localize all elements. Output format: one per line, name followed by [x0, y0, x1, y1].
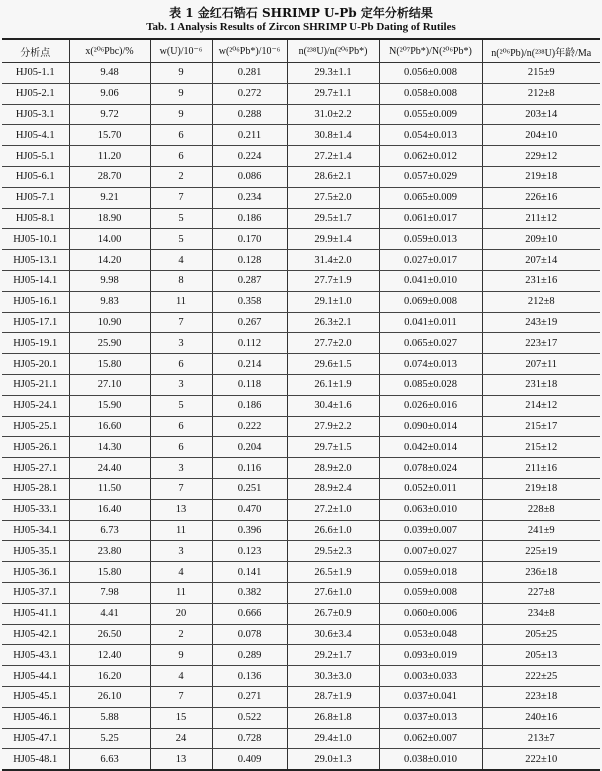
cell-u238-pb206-ratio: 29.9±1.4	[287, 229, 379, 250]
cell-analysis-point: HJ05-42.1	[2, 624, 69, 645]
cell-age: 222±25	[482, 666, 600, 687]
cell-radiogenic-pb206: 0.123	[212, 541, 287, 562]
cell-pb207-pb206-ratio: 0.069±0.008	[379, 291, 482, 312]
cell-u238-pb206-ratio: 29.5±1.7	[287, 208, 379, 229]
cell-analysis-point: HJ05-44.1	[2, 666, 69, 687]
cell-pb207-pb206-ratio: 0.039±0.007	[379, 520, 482, 541]
cell-pb207-pb206-ratio: 0.041±0.010	[379, 270, 482, 291]
cell-analysis-point: HJ05-24.1	[2, 395, 69, 416]
cell-uranium: 15	[150, 707, 212, 728]
cell-u238-pb206-ratio: 29.7±1.5	[287, 437, 379, 458]
cell-common-pb: 14.20	[69, 250, 150, 271]
cell-pb207-pb206-ratio: 0.037±0.013	[379, 707, 482, 728]
header-uranium: w(U)/10⁻⁶	[150, 39, 212, 63]
cell-pb207-pb206-ratio: 0.059±0.018	[379, 562, 482, 583]
cell-u238-pb206-ratio: 26.8±1.8	[287, 707, 379, 728]
cell-u238-pb206-ratio: 31.4±2.0	[287, 250, 379, 271]
cell-radiogenic-pb206: 0.251	[212, 478, 287, 499]
cell-u238-pb206-ratio: 27.2±1.4	[287, 146, 379, 167]
cell-u238-pb206-ratio: 27.9±2.2	[287, 416, 379, 437]
table-row	[2, 686, 600, 707]
cell-radiogenic-pb206: 0.118	[212, 374, 287, 395]
cell-u238-pb206-ratio: 27.7±2.0	[287, 333, 379, 354]
cell-u238-pb206-ratio: 28.7±1.9	[287, 686, 379, 707]
cell-u238-pb206-ratio: 29.7±1.1	[287, 83, 379, 104]
cell-u238-pb206-ratio: 31.0±2.2	[287, 104, 379, 125]
cell-pb207-pb206-ratio: 0.059±0.008	[379, 582, 482, 603]
cell-uranium: 9	[150, 104, 212, 125]
cell-radiogenic-pb206: 0.078	[212, 624, 287, 645]
cell-uranium: 6	[150, 146, 212, 167]
cell-common-pb: 16.20	[69, 666, 150, 687]
cell-uranium: 7	[150, 312, 212, 333]
cell-u238-pb206-ratio: 29.6±1.5	[287, 354, 379, 375]
header-radiogenic-pb206: w(²⁰⁶Pb*)/10⁻⁶	[212, 39, 287, 63]
cell-age: 227±8	[482, 582, 600, 603]
header-age: n(²⁰⁶Pb)/n(²³⁸U)年龄/Ma	[482, 39, 600, 63]
cell-u238-pb206-ratio: 30.8±1.4	[287, 125, 379, 146]
cell-uranium: 11	[150, 582, 212, 603]
header-pb207-pb206-ratio: N(²⁰⁷Pb*)/N(²⁰⁶Pb*)	[379, 39, 482, 63]
cell-pb207-pb206-ratio: 0.053±0.048	[379, 624, 482, 645]
cell-pb207-pb206-ratio: 0.062±0.012	[379, 146, 482, 167]
cell-age: 219±18	[482, 478, 600, 499]
cell-uranium: 13	[150, 499, 212, 520]
cell-analysis-point: HJ05-4.1	[2, 125, 69, 146]
cell-age: 236±18	[482, 562, 600, 583]
cell-u238-pb206-ratio: 26.7±0.9	[287, 603, 379, 624]
cell-uranium: 3	[150, 458, 212, 479]
cell-radiogenic-pb206: 0.728	[212, 728, 287, 749]
cell-radiogenic-pb206: 0.358	[212, 291, 287, 312]
cell-uranium: 9	[150, 645, 212, 666]
cell-analysis-point: HJ05-43.1	[2, 645, 69, 666]
cell-u238-pb206-ratio: 28.6±2.1	[287, 166, 379, 187]
cell-age: 212±8	[482, 291, 600, 312]
header-analysis-point: 分析点	[2, 39, 69, 63]
cell-analysis-point: HJ05-27.1	[2, 458, 69, 479]
cell-analysis-point: HJ05-3.1	[2, 104, 69, 125]
cell-common-pb: 15.90	[69, 395, 150, 416]
cell-common-pb: 5.25	[69, 728, 150, 749]
cell-uranium: 6	[150, 437, 212, 458]
cell-uranium: 11	[150, 520, 212, 541]
cell-radiogenic-pb206: 0.222	[212, 416, 287, 437]
cell-pb207-pb206-ratio: 0.093±0.019	[379, 645, 482, 666]
cell-age: 205±13	[482, 645, 600, 666]
cell-radiogenic-pb206: 0.211	[212, 125, 287, 146]
cell-pb207-pb206-ratio: 0.062±0.007	[379, 728, 482, 749]
cell-pb207-pb206-ratio: 0.061±0.017	[379, 208, 482, 229]
cell-analysis-point: HJ05-36.1	[2, 562, 69, 583]
cell-common-pb: 9.98	[69, 270, 150, 291]
cell-radiogenic-pb206: 0.666	[212, 603, 287, 624]
cell-radiogenic-pb206: 0.289	[212, 645, 287, 666]
cell-analysis-point: HJ05-1.1	[2, 63, 69, 84]
cell-common-pb: 26.10	[69, 686, 150, 707]
cell-age: 207±14	[482, 250, 600, 271]
cell-pb207-pb206-ratio: 0.090±0.014	[379, 416, 482, 437]
cell-common-pb: 16.40	[69, 499, 150, 520]
cell-radiogenic-pb206: 0.186	[212, 208, 287, 229]
cell-analysis-point: HJ05-2.1	[2, 83, 69, 104]
table-title-english: Tab. 1 Analysis Results of Zircon SHRIMP U-Pb Dating of Rutiles	[146, 21, 456, 33]
table-row	[2, 125, 600, 146]
cell-uranium: 5	[150, 229, 212, 250]
cell-uranium: 5	[150, 395, 212, 416]
table-row	[2, 728, 600, 749]
cell-common-pb: 9.48	[69, 63, 150, 84]
cell-pb207-pb206-ratio: 0.065±0.009	[379, 187, 482, 208]
table-row	[2, 416, 600, 437]
cell-u238-pb206-ratio: 26.5±1.9	[287, 562, 379, 583]
cell-age: 211±16	[482, 458, 600, 479]
cell-pb207-pb206-ratio: 0.003±0.033	[379, 666, 482, 687]
cell-u238-pb206-ratio: 27.7±1.9	[287, 270, 379, 291]
cell-radiogenic-pb206: 0.470	[212, 499, 287, 520]
cell-age: 229±12	[482, 146, 600, 167]
cell-analysis-point: HJ05-28.1	[2, 478, 69, 499]
cell-age: 211±12	[482, 208, 600, 229]
cell-pb207-pb206-ratio: 0.041±0.011	[379, 312, 482, 333]
cell-analysis-point: HJ05-17.1	[2, 312, 69, 333]
cell-age: 241±9	[482, 520, 600, 541]
cell-radiogenic-pb206: 0.409	[212, 749, 287, 770]
cell-age: 225±19	[482, 541, 600, 562]
cell-analysis-point: HJ05-47.1	[2, 728, 69, 749]
cell-pb207-pb206-ratio: 0.054±0.013	[379, 125, 482, 146]
cell-pb207-pb206-ratio: 0.056±0.008	[379, 63, 482, 84]
cell-common-pb: 9.06	[69, 83, 150, 104]
cell-radiogenic-pb206: 0.234	[212, 187, 287, 208]
cell-analysis-point: HJ05-14.1	[2, 270, 69, 291]
cell-radiogenic-pb206: 0.287	[212, 270, 287, 291]
cell-uranium: 24	[150, 728, 212, 749]
cell-pb207-pb206-ratio: 0.063±0.010	[379, 499, 482, 520]
table-row	[2, 63, 600, 84]
cell-uranium: 3	[150, 333, 212, 354]
header-common-pb: x(²⁰⁶Pbc)/%	[69, 39, 150, 63]
cell-radiogenic-pb206: 0.281	[212, 63, 287, 84]
cell-analysis-point: HJ05-13.1	[2, 250, 69, 271]
table-row	[2, 541, 600, 562]
cell-age: 231±18	[482, 374, 600, 395]
cell-common-pb: 27.10	[69, 374, 150, 395]
cell-uranium: 2	[150, 166, 212, 187]
cell-analysis-point: HJ05-33.1	[2, 499, 69, 520]
cell-uranium: 3	[150, 541, 212, 562]
cell-age: 215±17	[482, 416, 600, 437]
cell-radiogenic-pb206: 0.382	[212, 582, 287, 603]
cell-common-pb: 6.63	[69, 749, 150, 770]
cell-pb207-pb206-ratio: 0.042±0.014	[379, 437, 482, 458]
cell-uranium: 9	[150, 63, 212, 84]
cell-radiogenic-pb206: 0.267	[212, 312, 287, 333]
cell-pb207-pb206-ratio: 0.065±0.027	[379, 333, 482, 354]
cell-u238-pb206-ratio: 26.3±2.1	[287, 312, 379, 333]
table-row	[2, 187, 600, 208]
cell-u238-pb206-ratio: 30.3±3.0	[287, 666, 379, 687]
cell-uranium: 7	[150, 686, 212, 707]
cell-pb207-pb206-ratio: 0.038±0.010	[379, 749, 482, 770]
table-row	[2, 458, 600, 479]
cell-analysis-point: HJ05-21.1	[2, 374, 69, 395]
cell-radiogenic-pb206: 0.116	[212, 458, 287, 479]
cell-age: 222±10	[482, 749, 600, 770]
cell-analysis-point: HJ05-7.1	[2, 187, 69, 208]
table-row	[2, 562, 600, 583]
cell-age: 204±10	[482, 125, 600, 146]
cell-uranium: 7	[150, 187, 212, 208]
cell-common-pb: 28.70	[69, 166, 150, 187]
cell-age: 231±16	[482, 270, 600, 291]
cell-uranium: 6	[150, 354, 212, 375]
cell-u238-pb206-ratio: 29.2±1.7	[287, 645, 379, 666]
cell-radiogenic-pb206: 0.271	[212, 686, 287, 707]
cell-common-pb: 24.40	[69, 458, 150, 479]
table-row	[2, 291, 600, 312]
cell-age: 205±25	[482, 624, 600, 645]
cell-pb207-pb206-ratio: 0.037±0.041	[379, 686, 482, 707]
cell-common-pb: 11.20	[69, 146, 150, 167]
cell-pb207-pb206-ratio: 0.058±0.008	[379, 83, 482, 104]
cell-u238-pb206-ratio: 29.4±1.0	[287, 728, 379, 749]
cell-analysis-point: HJ05-5.1	[2, 146, 69, 167]
table-row	[2, 645, 600, 666]
cell-uranium: 9	[150, 83, 212, 104]
table-header-row	[2, 39, 600, 63]
cell-u238-pb206-ratio: 27.6±1.0	[287, 582, 379, 603]
cell-pb207-pb206-ratio: 0.055±0.009	[379, 104, 482, 125]
cell-age: 203±14	[482, 104, 600, 125]
cell-analysis-point: HJ05-48.1	[2, 749, 69, 770]
cell-age: 223±17	[482, 333, 600, 354]
cell-common-pb: 15.80	[69, 562, 150, 583]
cell-common-pb: 6.73	[69, 520, 150, 541]
table-row	[2, 666, 600, 687]
cell-age: 240±16	[482, 707, 600, 728]
cell-radiogenic-pb206: 0.170	[212, 229, 287, 250]
cell-common-pb: 14.00	[69, 229, 150, 250]
cell-analysis-point: HJ05-41.1	[2, 603, 69, 624]
cell-uranium: 11	[150, 291, 212, 312]
cell-analysis-point: HJ05-45.1	[2, 686, 69, 707]
table-row	[2, 229, 600, 250]
table-row	[2, 208, 600, 229]
cell-uranium: 4	[150, 562, 212, 583]
cell-radiogenic-pb206: 0.214	[212, 354, 287, 375]
cell-radiogenic-pb206: 0.396	[212, 520, 287, 541]
cell-radiogenic-pb206: 0.204	[212, 437, 287, 458]
cell-age: 234±8	[482, 603, 600, 624]
cell-common-pb: 9.83	[69, 291, 150, 312]
table-row	[2, 333, 600, 354]
cell-u238-pb206-ratio: 29.1±1.0	[287, 291, 379, 312]
cell-u238-pb206-ratio: 29.0±1.3	[287, 749, 379, 770]
cell-pb207-pb206-ratio: 0.060±0.006	[379, 603, 482, 624]
cell-common-pb: 18.90	[69, 208, 150, 229]
table-row	[2, 83, 600, 104]
cell-uranium: 13	[150, 749, 212, 770]
cell-common-pb: 10.90	[69, 312, 150, 333]
cell-radiogenic-pb206: 0.141	[212, 562, 287, 583]
cell-pb207-pb206-ratio: 0.007±0.027	[379, 541, 482, 562]
cell-radiogenic-pb206: 0.128	[212, 250, 287, 271]
cell-radiogenic-pb206: 0.522	[212, 707, 287, 728]
cell-uranium: 2	[150, 624, 212, 645]
table-row	[2, 437, 600, 458]
cell-analysis-point: HJ05-35.1	[2, 541, 69, 562]
cell-age: 228±8	[482, 499, 600, 520]
cell-age: 226±16	[482, 187, 600, 208]
cell-age: 223±18	[482, 686, 600, 707]
cell-common-pb: 25.90	[69, 333, 150, 354]
cell-age: 212±8	[482, 83, 600, 104]
cell-common-pb: 5.88	[69, 707, 150, 728]
table-row	[2, 499, 600, 520]
table-row	[2, 354, 600, 375]
cell-age: 213±7	[482, 728, 600, 749]
cell-analysis-point: HJ05-25.1	[2, 416, 69, 437]
cell-analysis-point: HJ05-46.1	[2, 707, 69, 728]
cell-common-pb: 9.21	[69, 187, 150, 208]
cell-pb207-pb206-ratio: 0.078±0.024	[379, 458, 482, 479]
header-u238-pb206-ratio: n(²³⁸U)/n(²⁰⁶Pb*)	[287, 39, 379, 63]
cell-common-pb: 15.80	[69, 354, 150, 375]
cell-common-pb: 11.50	[69, 478, 150, 499]
table-row	[2, 707, 600, 728]
cell-radiogenic-pb206: 0.136	[212, 666, 287, 687]
cell-radiogenic-pb206: 0.224	[212, 146, 287, 167]
table-row	[2, 520, 600, 541]
cell-pb207-pb206-ratio: 0.027±0.017	[379, 250, 482, 271]
table-row	[2, 146, 600, 167]
table-row	[2, 603, 600, 624]
table-row	[2, 312, 600, 333]
cell-uranium: 6	[150, 416, 212, 437]
cell-uranium: 6	[150, 125, 212, 146]
cell-uranium: 4	[150, 250, 212, 271]
cell-pb207-pb206-ratio: 0.026±0.016	[379, 395, 482, 416]
cell-uranium: 3	[150, 374, 212, 395]
cell-common-pb: 9.72	[69, 104, 150, 125]
cell-u238-pb206-ratio: 27.2±1.0	[287, 499, 379, 520]
cell-common-pb: 16.60	[69, 416, 150, 437]
cell-pb207-pb206-ratio: 0.074±0.013	[379, 354, 482, 375]
cell-pb207-pb206-ratio: 0.057±0.029	[379, 166, 482, 187]
cell-radiogenic-pb206: 0.186	[212, 395, 287, 416]
cell-analysis-point: HJ05-8.1	[2, 208, 69, 229]
cell-common-pb: 23.80	[69, 541, 150, 562]
table-row	[2, 104, 600, 125]
cell-analysis-point: HJ05-34.1	[2, 520, 69, 541]
cell-u238-pb206-ratio: 28.9±2.0	[287, 458, 379, 479]
cell-radiogenic-pb206: 0.112	[212, 333, 287, 354]
cell-uranium: 8	[150, 270, 212, 291]
table-row	[2, 582, 600, 603]
cell-common-pb: 7.98	[69, 582, 150, 603]
cell-age: 214±12	[482, 395, 600, 416]
cell-pb207-pb206-ratio: 0.052±0.011	[379, 478, 482, 499]
cell-u238-pb206-ratio: 29.3±1.1	[287, 63, 379, 84]
table-title-chinese: 表 1 金红石锆石 SHRIMP U-Pb 定年分析结果	[169, 6, 433, 20]
cell-u238-pb206-ratio: 30.4±1.6	[287, 395, 379, 416]
cell-analysis-point: HJ05-16.1	[2, 291, 69, 312]
cell-age: 215±12	[482, 437, 600, 458]
cell-analysis-point: HJ05-26.1	[2, 437, 69, 458]
table-row	[2, 250, 600, 271]
cell-common-pb: 26.50	[69, 624, 150, 645]
table-row	[2, 374, 600, 395]
cell-analysis-point: HJ05-6.1	[2, 166, 69, 187]
cell-age: 209±10	[482, 229, 600, 250]
cell-u238-pb206-ratio: 30.6±3.4	[287, 624, 379, 645]
table-row	[2, 395, 600, 416]
cell-u238-pb206-ratio: 29.5±2.3	[287, 541, 379, 562]
cell-u238-pb206-ratio: 28.9±2.4	[287, 478, 379, 499]
cell-age: 219±18	[482, 166, 600, 187]
cell-radiogenic-pb206: 0.288	[212, 104, 287, 125]
cell-u238-pb206-ratio: 27.5±2.0	[287, 187, 379, 208]
cell-age: 243±19	[482, 312, 600, 333]
cell-u238-pb206-ratio: 26.6±1.0	[287, 520, 379, 541]
cell-pb207-pb206-ratio: 0.085±0.028	[379, 374, 482, 395]
cell-common-pb: 15.70	[69, 125, 150, 146]
cell-analysis-point: HJ05-20.1	[2, 354, 69, 375]
results-table	[2, 38, 600, 771]
cell-common-pb: 12.40	[69, 645, 150, 666]
cell-analysis-point: HJ05-10.1	[2, 229, 69, 250]
table-row	[2, 749, 600, 770]
table-row	[2, 166, 600, 187]
cell-uranium: 4	[150, 666, 212, 687]
cell-pb207-pb206-ratio: 0.059±0.013	[379, 229, 482, 250]
cell-age: 207±11	[482, 354, 600, 375]
cell-uranium: 7	[150, 478, 212, 499]
cell-u238-pb206-ratio: 26.1±1.9	[287, 374, 379, 395]
table-row	[2, 624, 600, 645]
cell-radiogenic-pb206: 0.272	[212, 83, 287, 104]
cell-uranium: 5	[150, 208, 212, 229]
table-row	[2, 270, 600, 291]
cell-analysis-point: HJ05-37.1	[2, 582, 69, 603]
cell-common-pb: 4.41	[69, 603, 150, 624]
cell-analysis-point: HJ05-19.1	[2, 333, 69, 354]
cell-radiogenic-pb206: 0.086	[212, 166, 287, 187]
cell-common-pb: 14.30	[69, 437, 150, 458]
table-row	[2, 478, 600, 499]
table-body	[2, 63, 600, 771]
cell-uranium: 20	[150, 603, 212, 624]
cell-age: 215±9	[482, 63, 600, 84]
